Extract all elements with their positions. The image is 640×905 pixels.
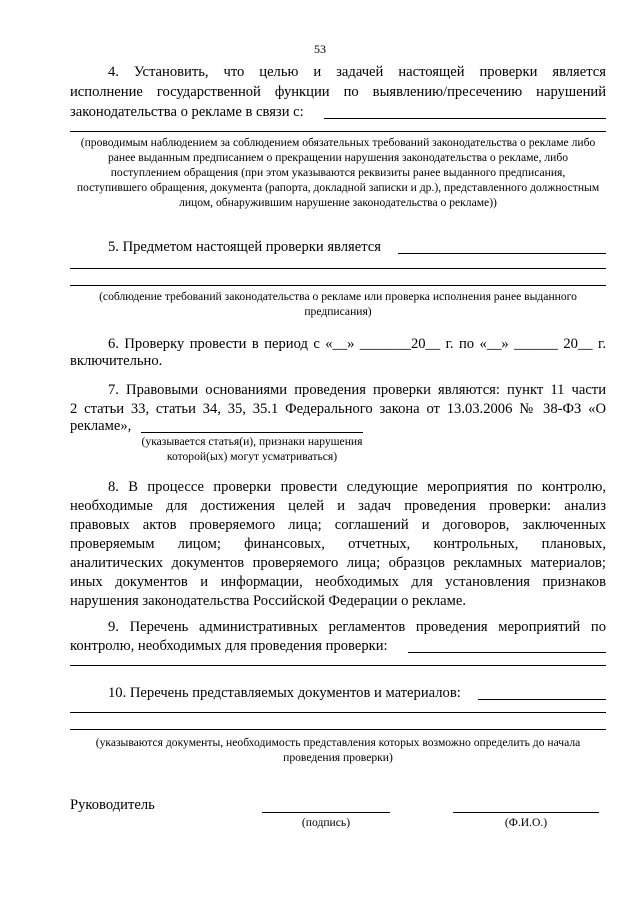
p7-note: (указывается статья(и), признаки нарушения которой(ых) могут усматриваться) — [141, 435, 363, 463]
p5-line-1: 5. Предметом настоящей проверки является — [108, 239, 381, 255]
p4-blank-line-1[interactable] — [324, 118, 606, 119]
signature-caption: (подпись) — [301, 816, 351, 829]
p10-blank-line-3[interactable] — [70, 729, 606, 730]
p6-line-1: 6. Проверку провести в период с «__» _______20__ г. по «__» ______ 20__ г. — [108, 336, 606, 352]
p10-blank-line-1[interactable] — [478, 699, 606, 700]
p7-line-2: 2 статьи 33, статьи 34, 35, 35.1 Федерального закона от 13.03.2006 № 38-ФЗ «О — [70, 401, 606, 417]
p8-line-5: аналитических документов проверяемого лица; образцов рекламных материалов; — [70, 555, 606, 571]
p10-note: (указываются документы, необходимость представления которых возможно определить до начала проведения проверки) — [95, 736, 581, 764]
p5-blank-line-3[interactable] — [70, 285, 606, 286]
p4-note: (проводимым наблюдением за соблюдением обязательных требований законодательства о рекламе либо ранее выданным предписанием о прекращении нарушения законодательства о рекламе, либо поступлением обращения (при этом указываются реквизиты ранее выданного предписания, поступившего обращения, документа (рапорта, докладной записки и др.), представленного должностным лицом, обнаружившим нарушение законодательства о рекламе)) — [76, 136, 600, 209]
p9-blank-line-1[interactable] — [408, 652, 606, 653]
p8-line-1: 8. В процессе проверки провести следующие мероприятия по контролю, — [108, 479, 606, 495]
p9-line-2: контролю, необходимых для проведения проверки: — [70, 638, 388, 654]
p9-line-1: 9. Перечень административных регламентов проведения мероприятий по — [108, 619, 606, 635]
p8-line-6: иных документов и информации, необходимых для установления признаков — [70, 574, 606, 590]
p8-line-7: нарушения законодательства Российской Федерации о рекламе. — [70, 593, 467, 609]
p8-line-3: правовых актов проверяемого лица; соглашений и договоров, заключенных — [70, 517, 606, 533]
name-line[interactable] — [453, 812, 599, 813]
p5-blank-line-1[interactable] — [398, 253, 606, 254]
p5-note: (соблюдение требований законодательства о рекламе или проверка исполнения ранее выданного предписания) — [99, 290, 577, 318]
p10-line-1: 10. Перечень представляемых документов и материалов: — [108, 685, 461, 701]
p8-line-2: необходимые для достижения целей и задач проведения проверки: анализ — [70, 498, 606, 514]
p9-blank-line-2[interactable] — [70, 665, 606, 666]
p7-blank-line[interactable] — [141, 432, 363, 433]
p4-line-2: исполнение государственной функции по выявлению/пресечению нарушений — [70, 84, 606, 100]
p10-blank-line-2[interactable] — [70, 712, 606, 713]
signature-line[interactable] — [262, 812, 390, 813]
p4-line-1: 4. Установить, что целью и задачей настоящей проверки является — [108, 64, 606, 80]
p4-line-3: законодательства о рекламе в связи с: — [70, 104, 304, 120]
page-number: 53 — [314, 42, 326, 56]
p8-line-4: проверяемым лицом; финансовых, отчетных, контрольных, плановых, — [70, 536, 606, 552]
p6-line-2: включительно. — [70, 353, 163, 369]
p4-blank-line-2[interactable] — [70, 131, 606, 132]
p5-blank-line-2[interactable] — [70, 268, 606, 269]
p7-line-3: рекламе», — [70, 418, 132, 434]
p7-line-1: 7. Правовыми основаниями проведения проверки являются: пункт 11 части — [108, 382, 606, 398]
name-caption: (Ф.И.О.) — [504, 816, 548, 829]
signature-role: Руководитель — [70, 797, 155, 813]
